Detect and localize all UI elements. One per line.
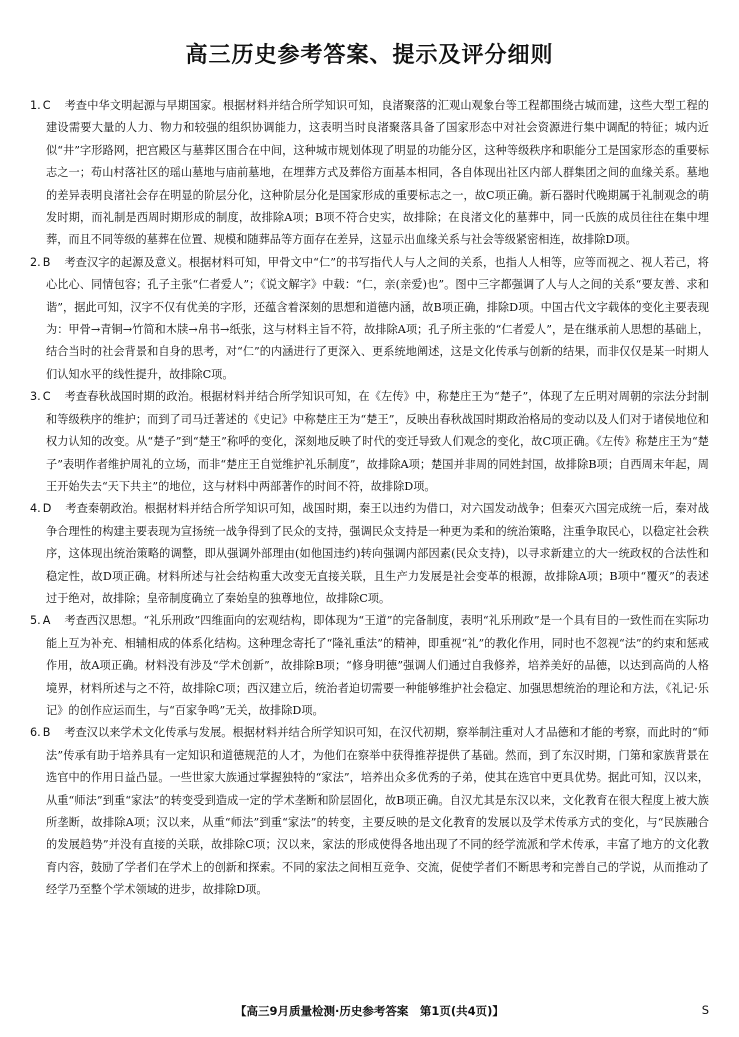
page-footer (30, 1003, 709, 1019)
answer-letter: C (42, 99, 51, 112)
answer-letter: C (42, 390, 51, 404)
question-number: 5. (30, 614, 41, 628)
answer-item-3 (30, 386, 709, 498)
question-number: 1. (30, 99, 41, 112)
answer-explanation: 考查西汉思想。“礼乐刑政”四维面向的宏观结构，即体现为“王道”的完备制度，表明“礼乐刑政”是一个具有目的一致性而在实际功能上互为补充、相辅相成的体系化结构。这种理念寄托了“隆礼重法”的精神，即重视“礼”的教化作用，同时也不忽视“法”的约束和惩戒作用，故A项正确。材料没有涉及“学术创新”，故排除B项；“修身明德”强调人们通过自我修养，培养美好的品德，以达到高尚的人格境界，材料所述与之不符，故排除C项；西汉建立后，统治者迫切需要一种能够维护社会稳定、加强思想统治的理论和方法，《礼记·乐记》的创作应运而生，与“百家争鸣”无关，故排除D项。 (46, 614, 709, 717)
question-number: 6. (30, 726, 41, 740)
answer-letter: B (42, 255, 51, 269)
answer-item-5 (30, 610, 709, 722)
answer-letter: B (42, 726, 51, 740)
question-number: 2. (30, 255, 41, 269)
answer-letter: D (42, 502, 52, 516)
question-number: 3. (30, 390, 41, 404)
answer-explanation: 考查中华文明起源与早期国家。根据材料并结合所学知识可知，良渚聚落的汇观山观象台等工程都围绕古城而建，这些大型工程的建设需要大量的人力、物力和较强的组织协调能力，这表明当时良渚聚落具备了国家形态中对社会资源进行集中调配的特征；城内近似“井”字形路网，把宫殿区与墓葬区围合在中间，这种城市规划体现了明显的功能分区，这种等级秩序和职能分工是国家形态的重要标志之一；苟山村落社区的瑶山墓地与庙前墓地，在埋葬方式及葬俗方面基本相同，各自体现出社区内部人群集团之间的血缘关系。墓地的差异表明良渚社会存在明显的阶层分化，这种阶层分化是国家形成的重要标志之一，故C项正确。新石器时代晚期属于礼制观念的萌发时期，而礼制是西周时期形成的制度，故排除A项；B项不符合史实，故排除；在良渚文化的墓葬中，同一氏族的成员往往在集中埋葬，而且不同等级的墓葬在位置、规模和随葬品等方面存在差异，这显示出血缘关系与社会等级紧密相连，故排除D项。 (46, 99, 709, 247)
answer-item-2 (30, 252, 709, 386)
answer-item-4 (30, 498, 709, 610)
answer-item-1 (30, 95, 709, 252)
answer-explanation: 考查汉以来学术文化传承与发展。根据材料并结合所学知识可知，在汉代初期，察举制注重对人才品德和才能的考察，而此时的“师法”传承有助于培养具有一定知识和道德规范的人才，为他们在察举中获得推荐提供了基础。然而，到了东汉时期，门第和家族背景在选官中的作用日益凸显。一些世家大族通过掌握独特的“家法”，培养出众多优秀的子弟，使其在选官中更具优势。据此可知，汉以来，从重“师法”到重“家法”的转变受到造成一定的学术垄断和阶层固化，故B项正确。自汉尤其是东汉以来，文化教育在很大程度上被大族所垄断，故排除A项；汉以来，从重“师法”到重“家法”的转变，主要反映的是文化教育的发展以及学术传承方式的变化，与“民族融合的发展趋势”并没有直接的关联，故排除C项；汉以来，家法的形成使得各地出现了不同的经学流派和学术传承，丰富了地方的文化教育内容，鼓励了学者们在学术上的创新和探索。不同的家法之间相互竞争、交流，促使学者们不断思考和完善自己的学说，从而推动了经学乃至整个学术领域的进步，故排除D项。 (46, 726, 709, 897)
answer-explanation: 考查春秋战国时期的政治。根据材料并结合所学知识可知，在《左传》中，称楚庄王为“楚子”，体现了左丘明对周朝的宗法分封制和等级秩序的维护；而到了司马迁著述的《史记》中称楚庄王为“楚王”，反映出春秋战国时期政治格局的变动以及人们对于诸侯地位和权力认知的改变。从“楚子”到“楚王”称呼的变化，深刻地反映了时代的变迁导致人们观念的变化，故C项正确。《左传》称楚庄王为“楚子”表明作者维护周礼的立场，而非“楚庄王自觉维护礼乐制度”，故排除A项；楚国并非周的同姓封国，故排除B项；自西周末年起，周王开始失去“天下共主”的地位，这与材料中两部著作的时间不符，故排除D项。 (46, 390, 709, 493)
footer-version-code: S (701, 1003, 709, 1017)
answer-explanation: 考查秦朝政治。根据材料并结合所学知识可知，战国时期，秦王以违约为借口，对六国发动战争；但秦灭六国完成统一后，秦对战争合理性的构建主要表现为宣扬统一战争得到了民众的支持，强调民众支持是一种更为柔和的统治策略，注重争取民心，以稳定社会秩序，这体现出统治策略的调整，即从强调外部理由(如他国违约)转向强调内部因素(民众支持)，以寻求新建立的大一统政权的合法性和稳定性，故D项正确。材料所述与社会结构重大改变无直接关联，且生产力发展是社会变革的根源，故排除A项；B项中“覆灭”的表述过于绝对，故排除；皇帝制度确立了秦始皇的独尊地位，故排除C项。 (46, 502, 709, 605)
answer-explanation: 考查汉字的起源及意义。根据材料可知，甲骨文中“仁”的书写指代人与人之间的关系，也指人人相等，应等而视之、视人若己，将心比心、同情包容；孔子主张“仁者爱人”；《说文解字》中载：“仁，亲(亲爱)也”。图中三字都强调了人与人之间的关系“要友善、求和谐”，据此可知，汉字不仅有优美的字形，还蕴含着深刻的思想和道德内涵，故B项正确，排除D项。中国古代文字载体的变化主要表现为：甲骨→青铜→竹简和木牍→帛书→纸张，这与材料主旨不符，故排除A项；孔子所主张的“仁者爱人”，是在继承前人思想的基础上，结合当时的社会背景和自身的思考，对“仁”的内涵进行了更深入、更系统地阐述，这是文化传承与创新的结果，而非仅仅是某一时期人们认知水平的线性提升，故排除C项。 (46, 255, 709, 381)
answer-letter: A (42, 614, 51, 628)
question-number: 4. (30, 502, 41, 516)
answer-list (30, 95, 709, 902)
answer-item-6 (30, 722, 709, 901)
footer-page-info: 【高三9月质量检测·历史参考答案 第1页(共4页)】 (235, 1004, 504, 1018)
document-title: 高三历史参考答案、提示及评分细则 (185, 43, 554, 68)
